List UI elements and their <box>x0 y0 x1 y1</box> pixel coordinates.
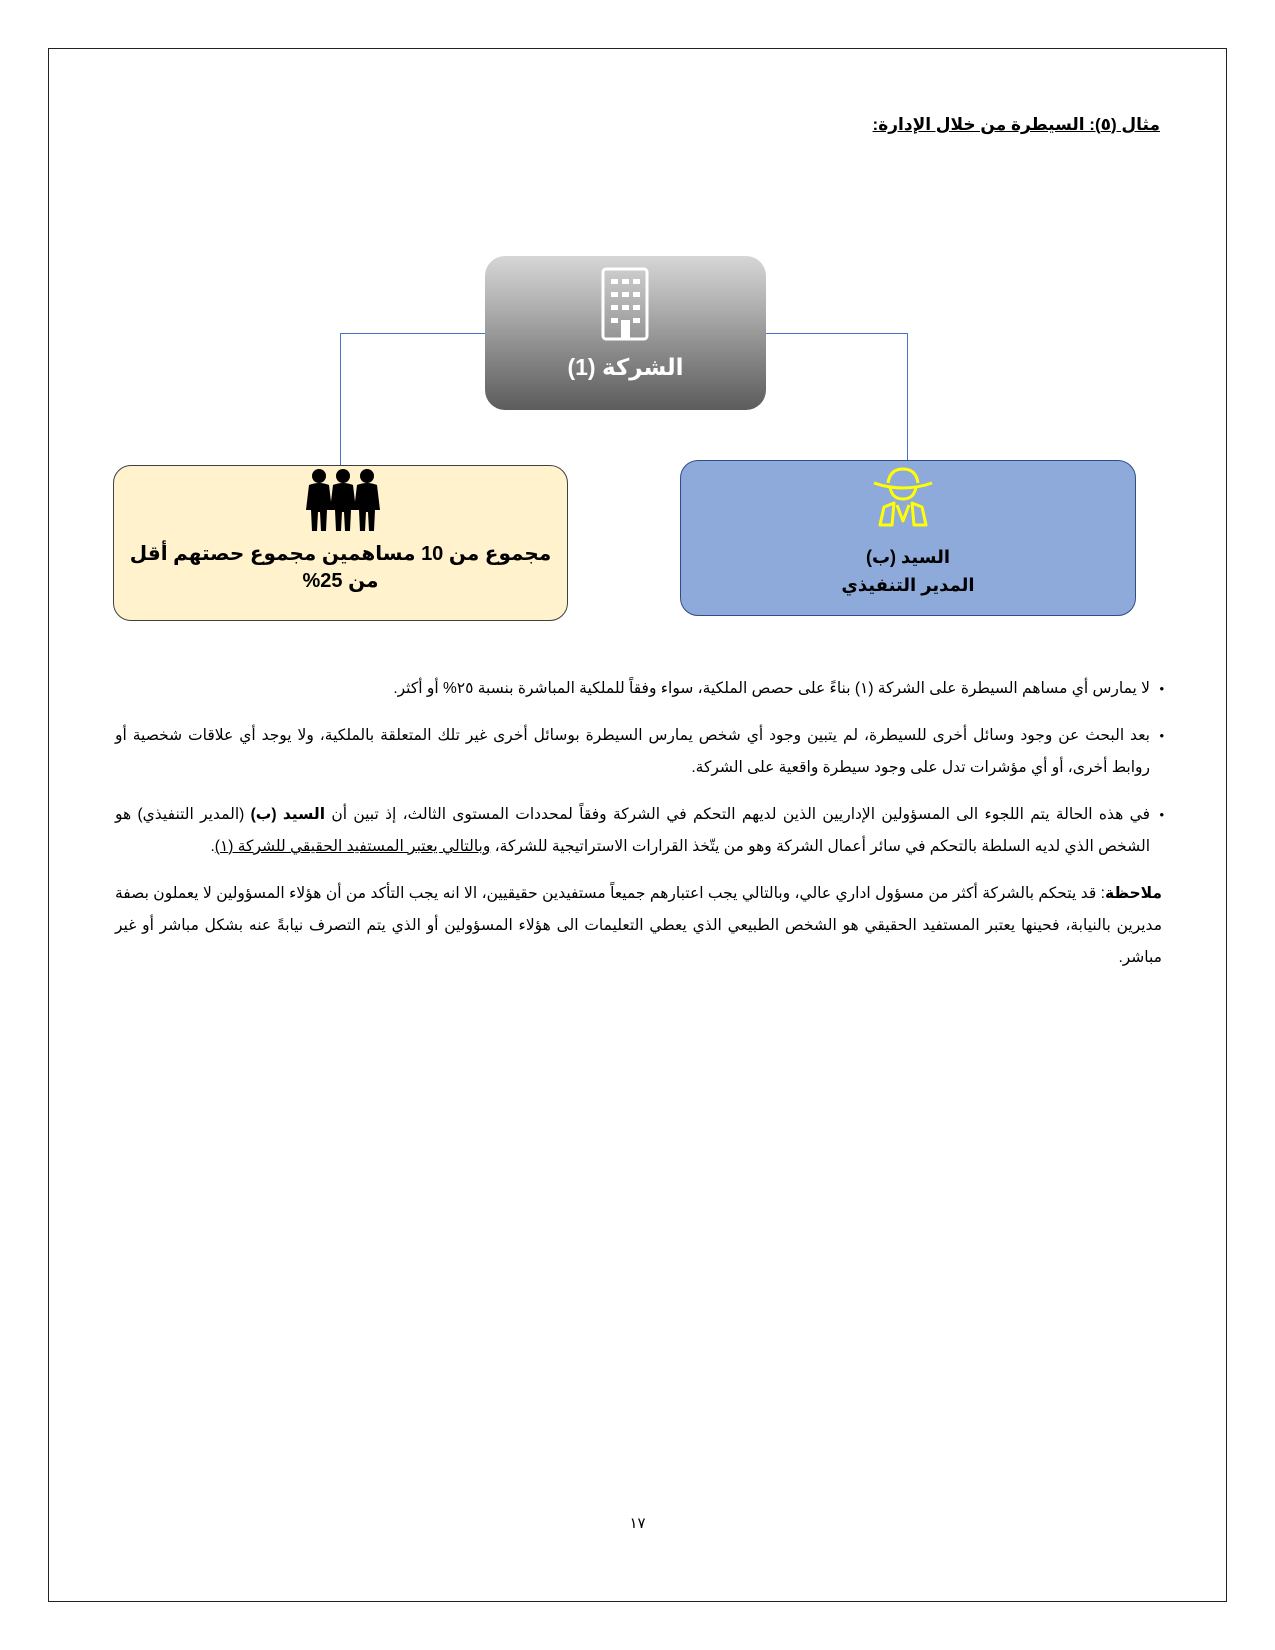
company-label: الشركة (1) <box>567 354 684 380</box>
bullet-text: . <box>210 838 215 855</box>
spy-icon <box>868 463 938 531</box>
connector-right-vertical <box>907 333 908 460</box>
bullet-item: • لا يمارس أي مساهم السيطرة على الشركة (١) بناءً على حصص الملكية، سواء وفقاً للملكية المباشرة بنسبة ٢٥% أو أكثر. <box>115 673 1162 705</box>
body-content <box>115 673 1162 990</box>
conclusion-underlined: وبالتالي يعتبر المستفيد الحقيقي للشركة (١) <box>214 838 491 855</box>
bullet-item <box>115 799 1162 863</box>
page-number: ١٧ <box>629 1515 646 1532</box>
director-title: المدير التنفيذي <box>841 575 975 595</box>
bullet-text: في هذه الحالة يتم اللجوء الى المسؤولين الإداريين الذين لديهم التحكم في الشركة وفقاً لمحددات المستوى الثالث، إذ تبين أن <box>325 806 1150 823</box>
bullet-text: (المدير التنفيذي) هو الشخص الذي لديه السلطة بالتحكم في سائر أعمال الشركة وهو من يتّخذ القرارات الاستراتيجية للشركة، <box>115 806 1150 855</box>
note-label: ملاحظة <box>1104 885 1162 902</box>
bullet-item: • بعد البحث عن وجود وسائل أخرى للسيطرة، لم يتبين وجود أي شخص يمارس السيطرة بوسائل أخرى غير تلك المتعلقة بالملكية، ولا يوجد أي علاقات شخصية أو روابط أخرى، أو أي مؤشرات تدل على وجود سيطرة واقعية على الشركة. <box>115 720 1162 784</box>
bold-name: السيد (ب) <box>250 806 326 823</box>
note-text: : قد يتحكم بالشركة أكثر من مسؤول اداري عالي، وبالتالي يجب اعتبارهم جميعاً مستفيدين حقيقيين، الا انه يجب التأكد من أن هؤلاء المسؤولين لا يعملون بصفة مديرين بالنيابة، فحينها يعتبر المستفيد الحقيقي هو الشخص الطبيعي الذي يعطي التعليمات الى هؤلاء المسؤولين أو الذي يتم التصرف نيابةً عنه بشكل مباشر أو غير مباشر. <box>115 885 1162 966</box>
shareholders-label: مجموع من 10 مساهمين مجموع حصتهم أقل من 25% <box>129 543 552 592</box>
connector-right-horizontal <box>766 333 908 334</box>
page-heading: مثال (٥): السيطرة من خلال الإدارة: <box>872 115 1160 134</box>
building-icon <box>595 265 655 343</box>
bullet-list <box>115 673 1162 863</box>
note-paragraph <box>115 878 1162 974</box>
people-icon <box>305 468 381 532</box>
connector-left-vertical <box>340 333 341 465</box>
connector-left-horizontal <box>340 333 485 334</box>
director-name: السيد (ب) <box>865 547 951 567</box>
